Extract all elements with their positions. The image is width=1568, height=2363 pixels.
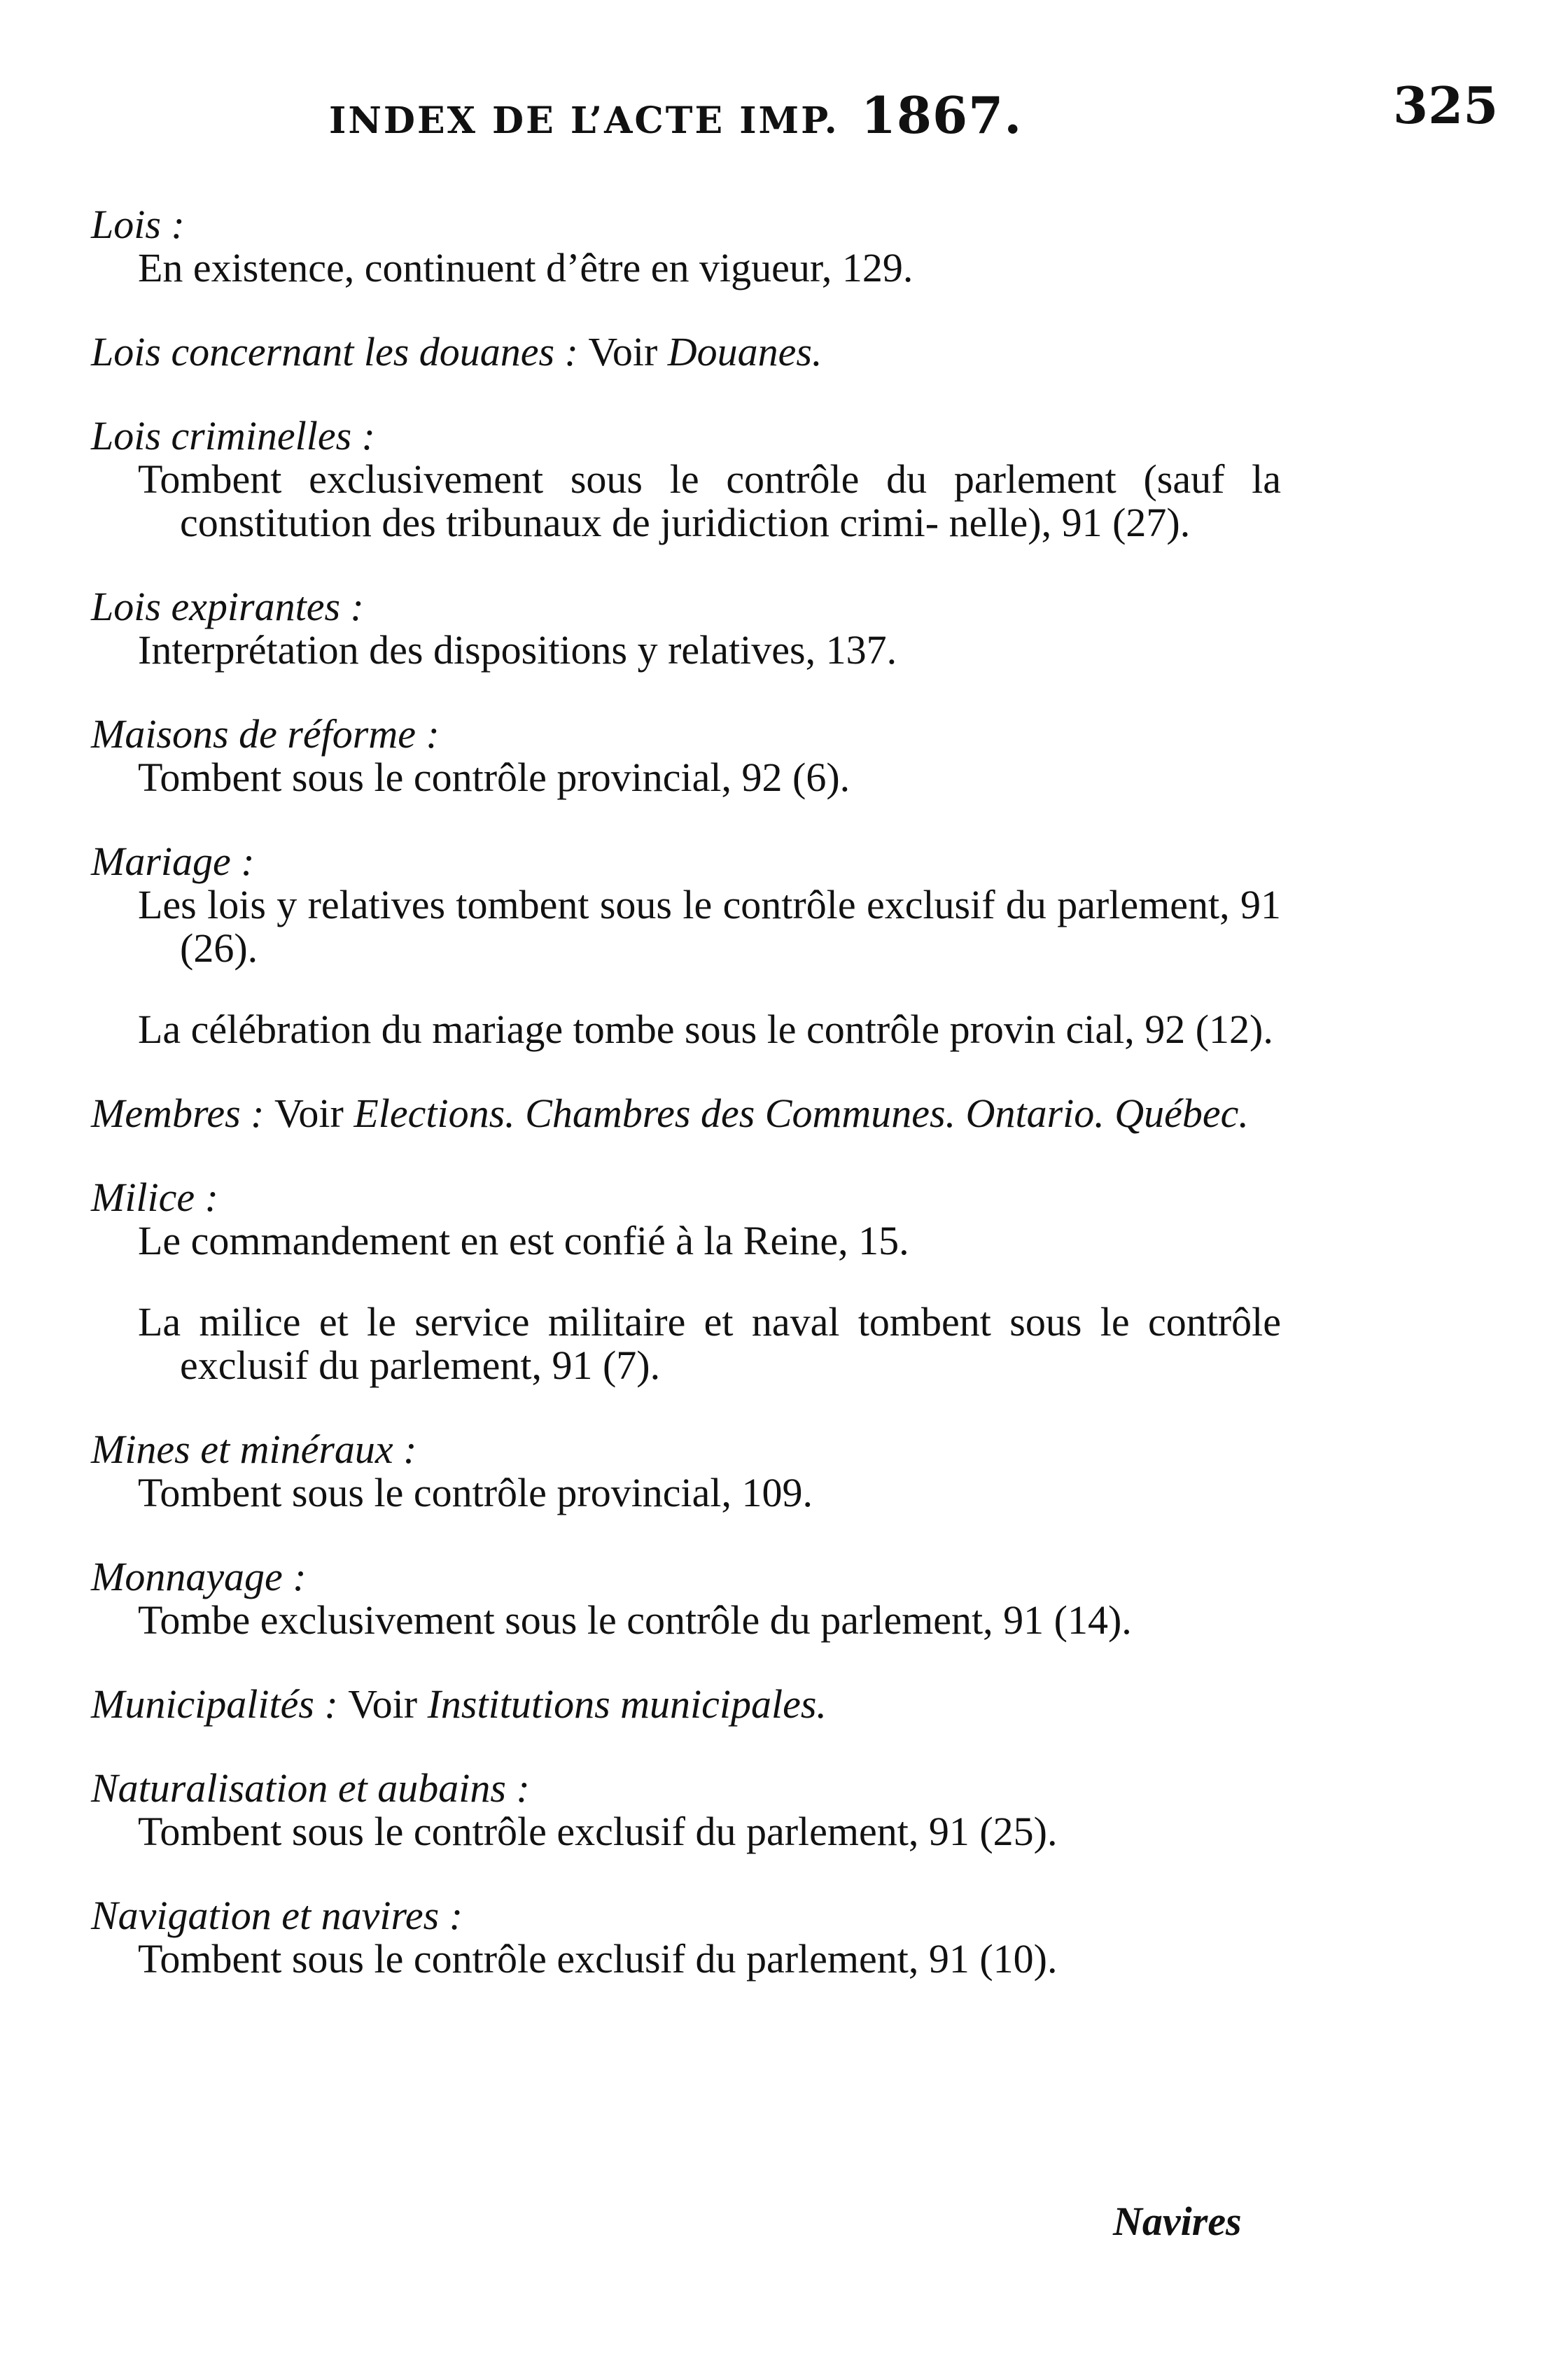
entry-heading: Mariage : [91, 839, 255, 884]
entry-subentry: Interprétation des dispositions y relatives, 137. [138, 627, 897, 673]
see-reference-target: Douanes. [667, 329, 822, 374]
index-entry [91, 1555, 1281, 1642]
entry-heading: Maisons de réforme : [91, 711, 440, 757]
entry-heading-line [91, 1092, 1281, 1135]
page-number: 325 [1393, 76, 1499, 135]
header-title [329, 85, 1022, 145]
index-entry [91, 1894, 1281, 1981]
entry-heading: Naturalisation et aubains : [91, 1765, 530, 1811]
entry-heading: Mines et minéraux : [91, 1426, 417, 1472]
entry-subentry: En existence, continuent d’être en vigueur, 129. [138, 245, 913, 290]
running-header [0, 70, 1568, 147]
entry-subentry: La célébration du mariage tombe sous le contrôle provin cial, 92 (12). [138, 1007, 1273, 1052]
entry-heading: Lois concernant les douanes : [91, 329, 578, 374]
catchword: Navires [1113, 2199, 1242, 2244]
index-entry [91, 1767, 1281, 1853]
entry-subentry: La milice et le service militaire et naval tombent sous le contrôle exclusif du parlement, 91 (7). [138, 1299, 1281, 1388]
header-year: 1867. [860, 85, 1023, 145]
entry-subentry: Tombe exclusivement sous le contrôle du parlement, 91 (14). [138, 1597, 1132, 1643]
index-entry [91, 713, 1281, 799]
entry-heading: Membres : [91, 1091, 265, 1136]
entry-heading: Municipalités : [91, 1681, 338, 1727]
entry-subentry: Tombent exclusivement sous le contrôle du parlement (sauf la constitution des tribunaux de juridiction crimi- nelle), 91 (27). [138, 456, 1281, 545]
index-entry [91, 1176, 1281, 1387]
see-reference-target: Institutions municipales. [427, 1681, 827, 1727]
index-entry [91, 1428, 1281, 1515]
see-reference: Voir [348, 1681, 418, 1727]
index-entry [91, 1092, 1281, 1135]
entry-heading-line [91, 330, 1281, 374]
index-entry [91, 414, 1281, 545]
entry-heading-line [91, 1683, 1281, 1726]
index-entries [91, 203, 1281, 2021]
entry-heading: Lois expirantes : [91, 584, 364, 629]
entry-heading: Lois criminelles : [91, 413, 375, 458]
entry-heading: Monnayage : [91, 1554, 307, 1599]
entry-heading: Milice : [91, 1175, 218, 1220]
entry-subentry: Le commandement en est confié à la Reine, 15. [138, 1218, 909, 1263]
entry-subentry: Tombent sous le contrôle exclusif du parlement, 91 (10). [138, 1936, 1058, 1982]
index-entry [91, 840, 1281, 1051]
entry-subentry: Tombent sous le contrôle exclusif du parlement, 91 (25). [138, 1809, 1058, 1854]
entry-subentry: Les lois y relatives tombent sous le contrôle exclusif du parlement, 91 (26). [138, 882, 1281, 971]
entry-subentry: Tombent sous le contrôle provincial, 109. [138, 1470, 813, 1515]
entry-subentry: Tombent sous le contrôle provincial, 92 (6). [138, 755, 850, 800]
entry-heading: Lois : [91, 202, 185, 247]
entry-heading: Navigation et navires : [91, 1893, 463, 1938]
index-entry [91, 1683, 1281, 1726]
see-reference: Voir [274, 1091, 344, 1136]
index-entry [91, 585, 1281, 672]
header-title-text: INDEX DE L’ACTE IMP. [329, 99, 839, 142]
see-reference: Voir [588, 329, 658, 374]
index-entry [91, 203, 1281, 290]
see-reference-target: Elections. Chambres des Communes. Ontario. Québec. [354, 1091, 1249, 1136]
index-entry [91, 330, 1281, 374]
